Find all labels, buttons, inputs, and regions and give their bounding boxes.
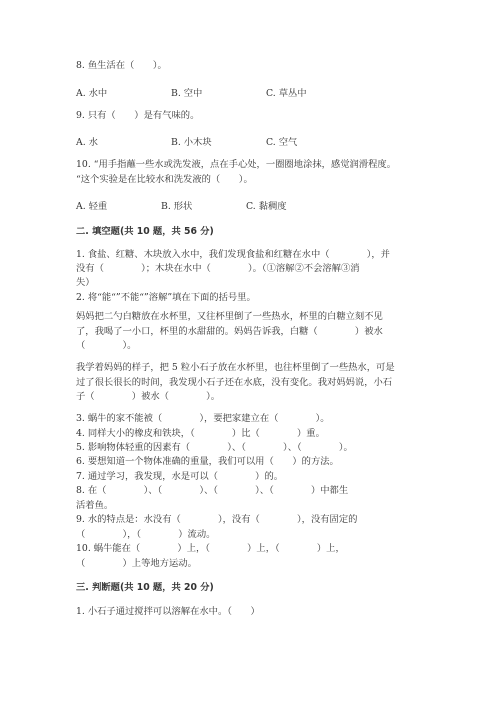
section-3-line: 1. 小石子通过搅拌可以溶解在水中。（ ） [76, 606, 260, 617]
question-10-line-1: 10. “用手指蘸一些水或洗发液，点在手心处，一圈圈地涂抹，感觉润滑程度。 [76, 159, 396, 170]
section-2-title: 二. 填空题(共 10 题，共 56 分) [76, 226, 214, 237]
section-2-line: 失） [76, 277, 95, 288]
section-2-line: 我学着妈妈的样子，把 5 粒小石子放在水杯里，也往杯里倒了一些热水，可是 [76, 362, 395, 373]
question-8-option-b: B. 空中 [171, 88, 203, 99]
section-3-title: 三. 判断题(共 10 题，共 20 分) [76, 582, 214, 593]
question-8-option-a: A. 水中 [76, 88, 108, 99]
question-10-option-a: A. 轻重 [76, 201, 108, 212]
section-2-line: 8. 在（ ）、（ ）、（ ）、（ ）中都生 [76, 485, 349, 496]
section-2-line: （ ），（ ）流动。 [76, 529, 216, 540]
question-9-option-b: B. 小木块 [171, 137, 212, 148]
section-2-line: 10. 蜗牛能在（ ）上，（ ）上，（ ）上， [76, 543, 345, 554]
question-8-option-c: C. 草丛中 [266, 88, 307, 99]
section-2-line: 4. 同样大小的橡皮和铁块，（ ）比（ ）重。 [76, 428, 325, 439]
section-2-line: 了，我喝了一小口，杯里的水甜甜的。妈妈告诉我，白糖（ ）被水 [76, 326, 383, 337]
section-2-line: 子（ ）被水（ ）。 [76, 391, 221, 402]
section-2-line: 2. 将“能“”不能“”溶解”填在下面的括号里。 [76, 292, 256, 303]
section-2-line: 7. 通过学习，我发现，水是可以（ ）的。 [76, 471, 284, 482]
question-9-option-a: A. 水 [76, 137, 98, 148]
question-10-line-2: “这个实验是在比较水和洗发液的（ ）。 [76, 174, 253, 185]
section-2-line: 1. 食盐、红糖、木块放入水中，我们发现食盐和红糖在水中（ ），并 [76, 249, 390, 260]
section-2-line: 没有（ ）；木块在水中（ ）。（①溶解②不会溶解③消 [76, 263, 360, 274]
section-2-line: （ ）。 [76, 340, 137, 351]
section-2-line: 活着鱼。 [76, 500, 114, 511]
question-10-option-b: B. 形状 [161, 201, 193, 212]
section-2-line: 妈妈把二勺白糖放在水杯里，又往杯里倒了一些热水，杯里的白糖立刻不见 [76, 311, 383, 322]
section-2-line: 过了很长很长的时间，我发现小石子还在水底，没有变化。我对妈妈说，小石 [76, 377, 393, 388]
section-2-line: 3. 蜗牛的家不能被（ ），要把家建立在（ ）。 [76, 413, 330, 424]
section-2-line: 6. 要想知道一个物体准确的重量，我们可以用（ ）的方法。 [76, 456, 339, 467]
section-2-line: 5. 影响物体轻重的因素有（ ）、（ ）、（ ）。 [76, 442, 353, 453]
section-2-line: （ ）上等地方运动。 [76, 558, 197, 569]
section-2-line: 9. 水的特点是：水没有（ ），没有（ ），没有固定的 [76, 514, 358, 525]
question-9-option-c: C. 空气 [266, 137, 298, 148]
question-9-stem: 9. 只有（ ）是有气味的。 [76, 110, 200, 121]
question-8-stem: 8. 鱼生活在（ ）。 [76, 60, 167, 71]
question-10-option-c: C. 黏稠度 [246, 201, 287, 212]
